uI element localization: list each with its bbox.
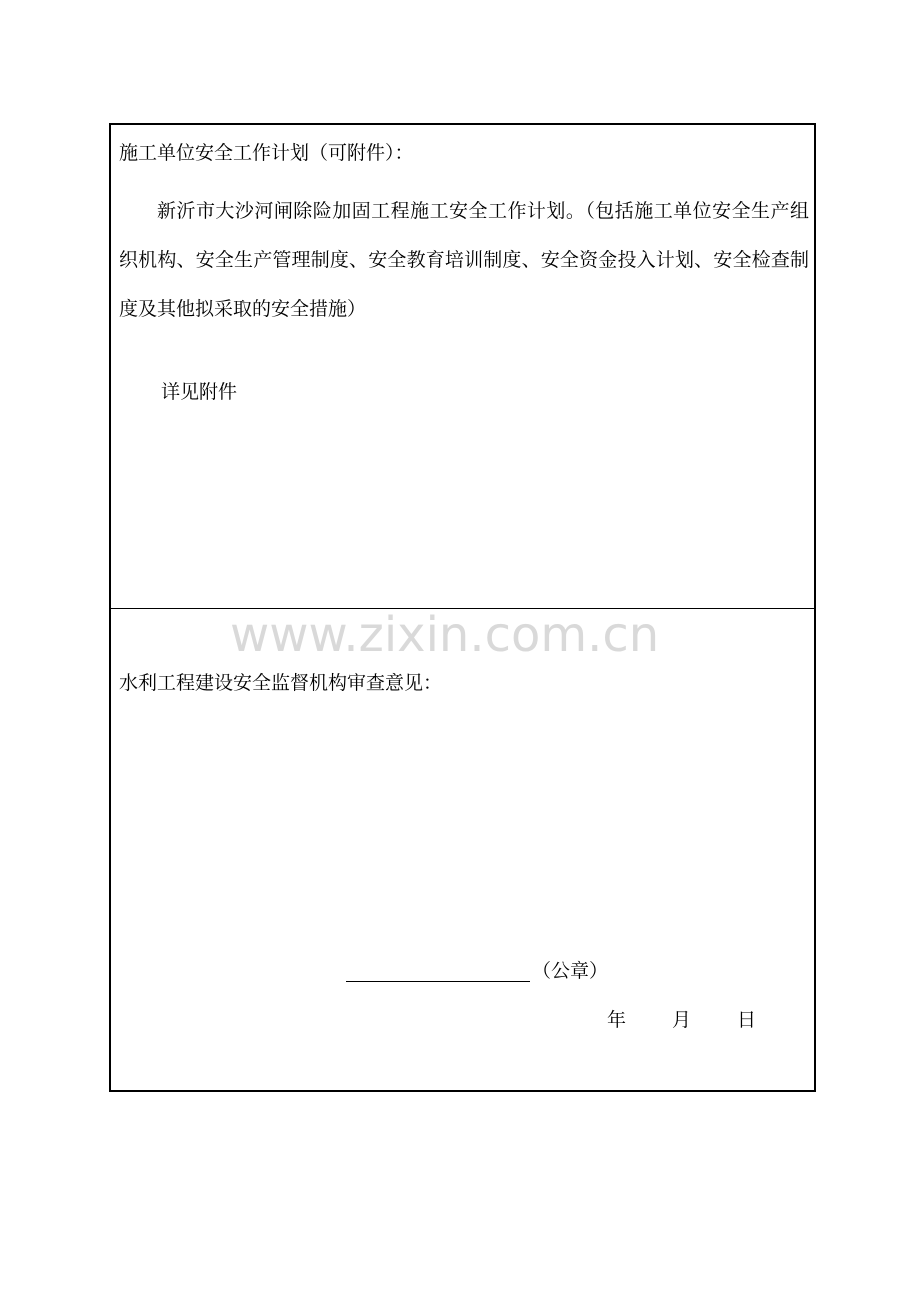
safety-plan-section: [111, 125, 814, 609]
see-attachment-text: 详见附件: [161, 381, 238, 403]
signature-line: [346, 981, 530, 982]
watermark-text: www.zixin.com.cn: [230, 607, 660, 663]
official-seal-label: （公章）: [532, 960, 609, 982]
date-year-label: 年: [607, 1009, 627, 1031]
date-month-label: 月: [672, 1009, 692, 1031]
safety-plan-paragraph: 新沂市大沙河闸除险加固工程施工安全工作计划。（包括施工单位安全生产组织机构、安全生产管理制度、安全教育培训制度、安全资金投入计划、安全检查制度及其他拟采取的安全措施）: [119, 200, 809, 320]
supervision-review-section: [111, 609, 814, 1090]
review-opinion-label: 水利工程建设安全监督机构审查意见：: [119, 672, 443, 694]
safety-plan-label: 施工单位安全工作计划（可附件）：: [119, 142, 414, 164]
date-day-label: 日: [737, 1009, 757, 1031]
